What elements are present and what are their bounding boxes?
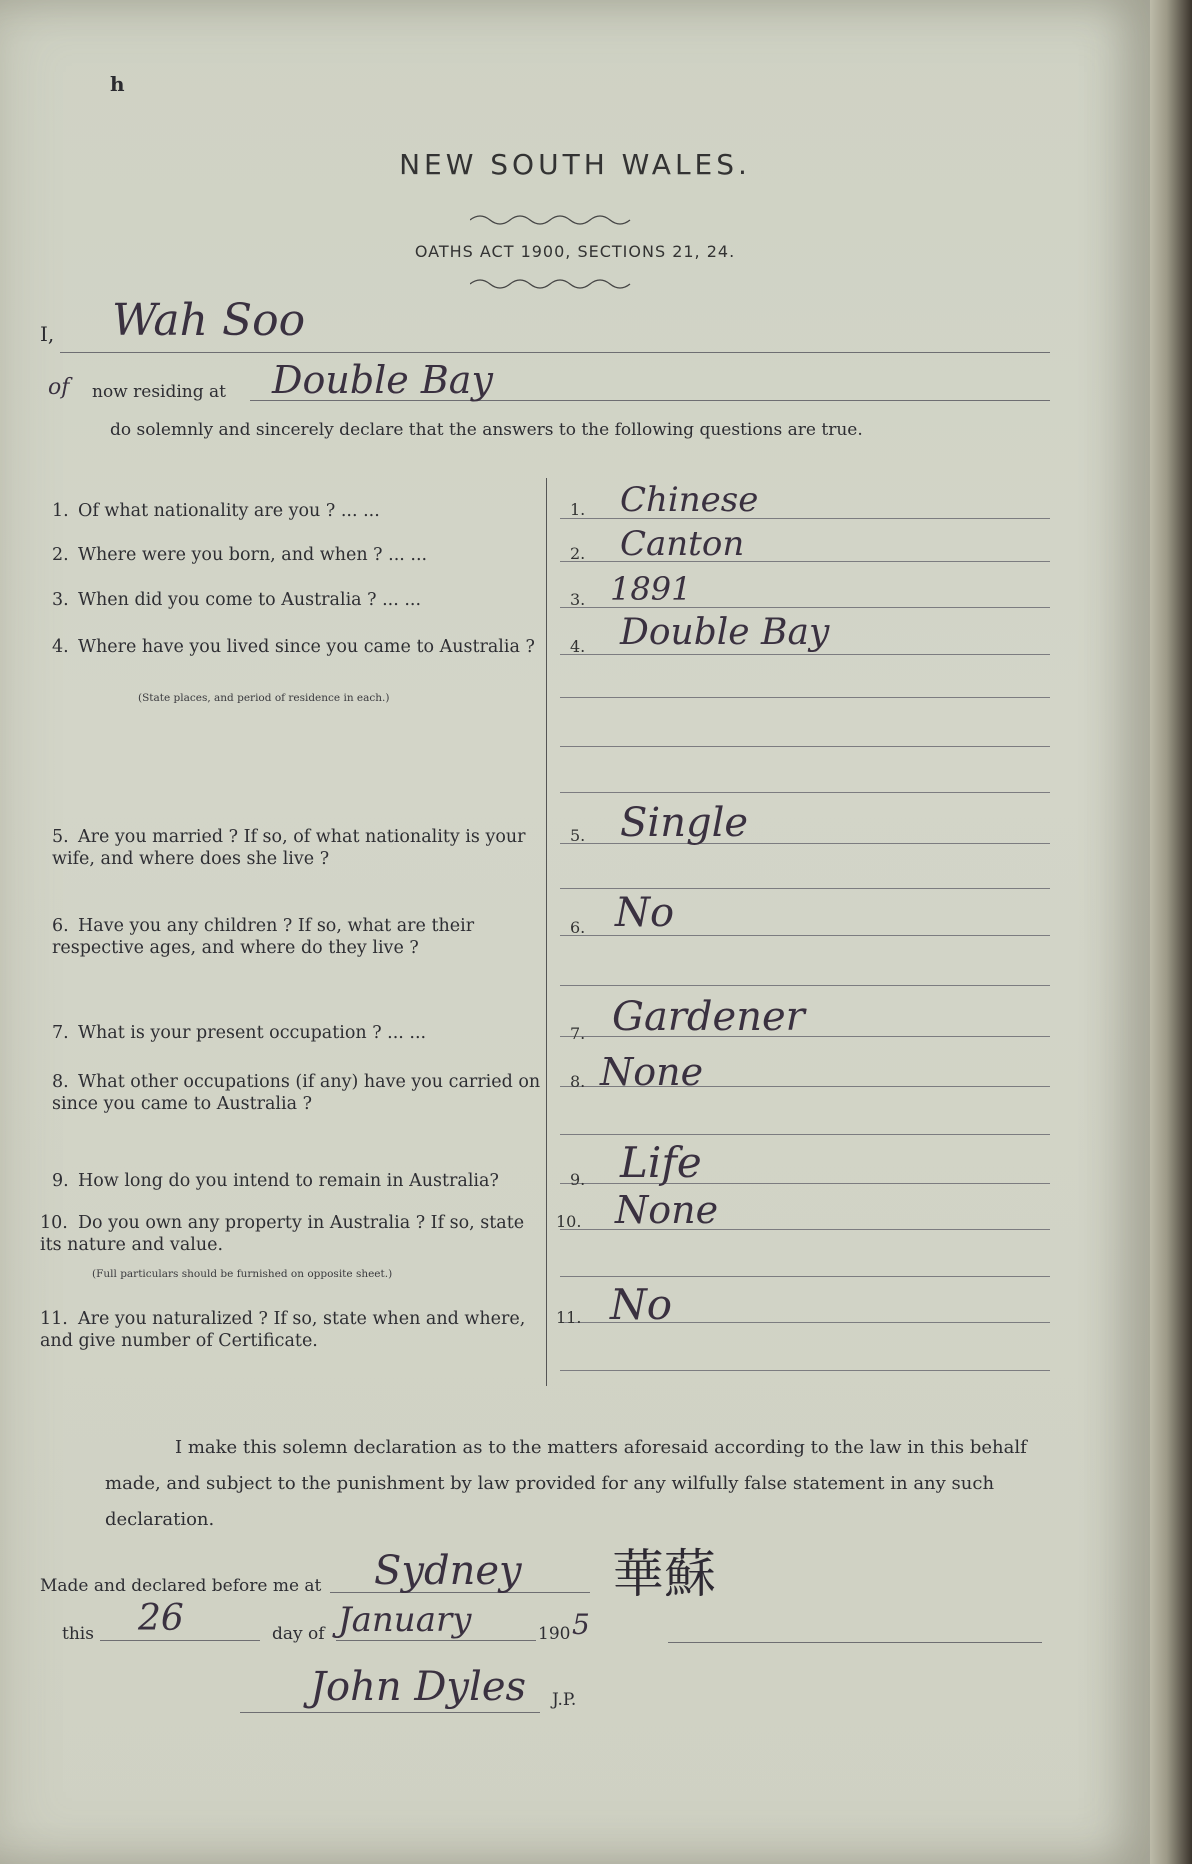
answer-line (560, 985, 1050, 986)
declaration-year-prefix: 190 (538, 1624, 571, 1644)
question-5: 5. Are you married ? If so, of what nationality is your wife, and where does she live ? (52, 827, 526, 869)
form-title: NEW SOUTH WALES. (399, 148, 751, 181)
question-2: 2. Where were you born, and when ? ... ... (52, 545, 428, 565)
question-1: 1. Of what nationality are you ? ... ... (52, 501, 380, 521)
of-mark: of (48, 375, 70, 400)
declaration-year-digit: 5 (572, 1608, 590, 1641)
answer-line (560, 654, 1050, 655)
jp-label: J.P. (552, 1690, 577, 1710)
answer-number: 1. (570, 500, 586, 519)
form-subtitle: OATHS ACT 1900, SECTIONS 21, 24. (414, 242, 736, 261)
divider-flourish (470, 212, 640, 228)
answer-occupation: Gardener (612, 994, 805, 1040)
question-11: 11. Are you naturalized ? If so, state when and where, and give number of Certificate. (40, 1309, 526, 1351)
answer-arrival-year: 1891 (610, 570, 692, 608)
answer-children: No (615, 890, 675, 936)
jp-signature: John Dyles (310, 1664, 527, 1710)
column-divider (546, 478, 547, 1386)
residing-label: now residing at (92, 382, 227, 402)
answer-number: 4. (570, 637, 586, 656)
question-6: 6. Have you any children ? If so, what are their respective ages, and where do they live ? (52, 916, 475, 958)
jp-line (240, 1712, 540, 1713)
answer-number: 6. (570, 918, 586, 937)
divider-flourish (470, 276, 640, 292)
answer-number: 11. (556, 1308, 582, 1327)
residence-value: Double Bay (272, 358, 493, 402)
declarant-prefix: I, (40, 322, 55, 346)
answer-number: 9. (570, 1170, 586, 1189)
made-declared-label: Made and declared before me at (40, 1576, 322, 1596)
answer-line (560, 1276, 1050, 1277)
answer-line (560, 792, 1050, 793)
answer-line (560, 697, 1050, 698)
answer-number: 7. (570, 1024, 586, 1043)
question-9: 9. How long do you intend to remain in Australia? (52, 1171, 499, 1191)
page-edge (1150, 0, 1192, 1864)
answer-number: 5. (570, 826, 586, 845)
month-line (336, 1640, 536, 1641)
answer-property: None (615, 1188, 719, 1232)
answer-number: 10. (556, 1212, 582, 1231)
question-7: 7. What is your present occupation ? ... ... (52, 1023, 427, 1043)
answer-residences: Double Bay (620, 612, 830, 653)
answer-number: 8. (570, 1072, 586, 1091)
solemn-declaration-text: I make this solemn declaration as to the matters aforesaid according to the law in this behalf made, and subject to the punishment by law provided for any wilfully false statement in any such declaration. (105, 1437, 1027, 1530)
answer-line (560, 1134, 1050, 1135)
name-line (60, 352, 1050, 353)
answer-line (560, 746, 1050, 747)
declaration-intro: do solemnly and sincerely declare that the answers to the following questions are true. (110, 420, 863, 440)
this-label: this (62, 1624, 94, 1644)
declaration-day: 26 (138, 1598, 184, 1639)
day-line (100, 1640, 260, 1641)
answer-birthplace: Canton (620, 524, 745, 564)
question-10: 10. Do you own any property in Australia ? If so, state its nature and value. (40, 1213, 525, 1255)
answer-nationality: Chinese (620, 480, 759, 520)
corner-mark: h (110, 72, 125, 96)
answer-other-occupations: None (600, 1050, 704, 1094)
signature-line (668, 1642, 1042, 1643)
declaration-place: Sydney (374, 1548, 522, 1594)
day-of-label: day of (272, 1624, 325, 1644)
declaration-month: January (338, 1600, 472, 1640)
chinese-signature: 華蘇 (612, 1545, 717, 1605)
answer-line (560, 888, 1050, 889)
answer-number: 3. (570, 590, 586, 609)
answer-line (560, 1370, 1050, 1371)
answer-naturalized: No (610, 1280, 673, 1329)
answer-married: Single (620, 800, 749, 846)
question-10-note: (Full particulars should be furnished on opposite sheet.) (92, 1268, 393, 1280)
declarant-name: Wah Soo (112, 295, 306, 346)
question-3: 3. When did you come to Australia ? ... ... (52, 590, 422, 610)
question-4: 4. Where have you lived since you came to Australia ? (52, 637, 535, 657)
question-8: 8. What other occupations (if any) have you carried on since you came to Australia ? (52, 1072, 541, 1114)
question-4-note: (State places, and period of residence in each.) (138, 692, 390, 704)
answer-stay-duration: Life (620, 1138, 702, 1187)
answer-number: 2. (570, 544, 586, 563)
